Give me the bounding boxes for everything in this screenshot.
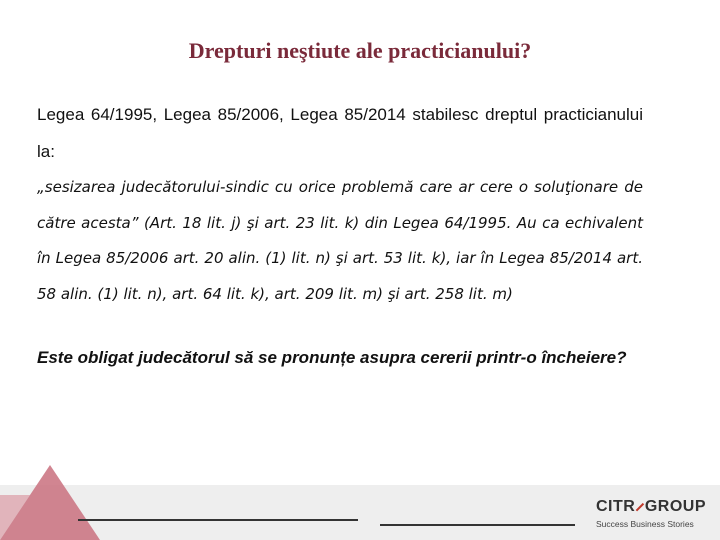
logo-tagline: Success Business Stories <box>596 519 694 529</box>
footer-divider-right <box>380 524 575 526</box>
citr-group-logo <box>596 497 706 533</box>
slide-title: Drepturi neştiute ale practicianului? <box>188 38 532 63</box>
logo-diamond-icon <box>636 503 644 511</box>
decorative-triangle-icon <box>0 465 120 540</box>
intro-paragraph: Legea 64/1995, Legea 85/2006, Legea 85/2014 stabilesc dreptul practicianului la: <box>37 105 643 161</box>
quote-paragraph: „sesizarea judecătorului-sindic cu orice problemă care ar cere o soluţionare de către acesta” (Art. 18 lit. j) şi art. 23 lit. k) din Legea 64/1995. Au ca echivalent în Legea 85/2006 art. 20 alin. (1) lit. n) şi art. 53 lit. k), iar în Legea 85/2014 art. 58 alin. (1) lit. n), art. 64 lit. k), art. 209 lit. m) şi art. 258 lit. m) <box>37 178 643 303</box>
slide-content <box>37 96 643 376</box>
question-paragraph: Este obligat judecătorul să se pronunțe asupra cererii printr-o încheiere? <box>37 348 627 367</box>
logo-name-left: CITR <box>596 498 636 515</box>
logo-name-right: GROUP <box>644 498 706 515</box>
footer-divider-left <box>78 519 358 521</box>
